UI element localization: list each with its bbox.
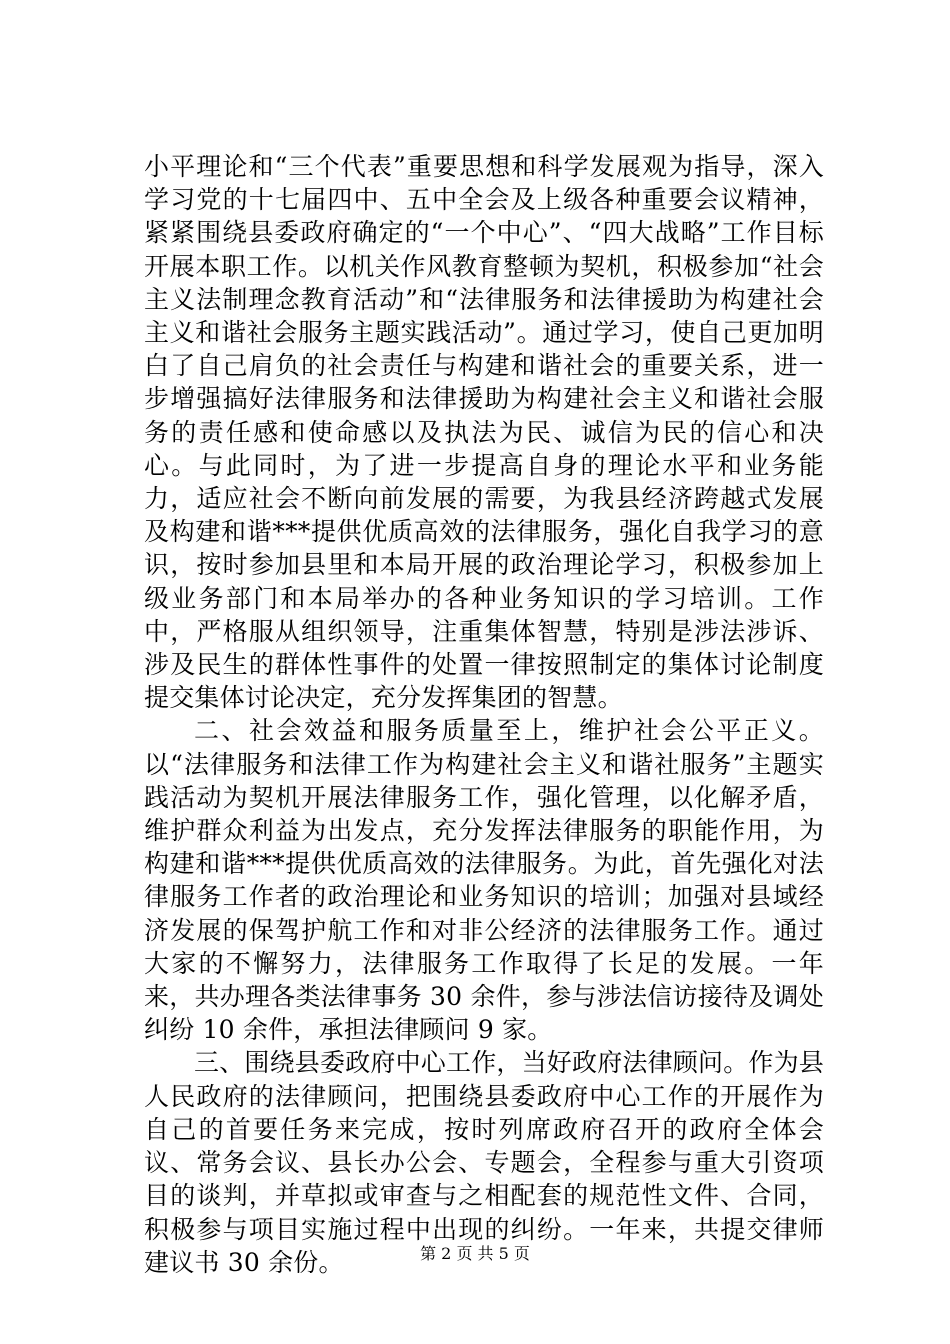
document-body bbox=[144, 150, 824, 1279]
page-number-footer: 第 2 页 共 5 页 bbox=[420, 1244, 530, 1263]
paragraph-section-two: 二、社会效益和服务质量至上，维护社会公平正义。以“法律服务和法律工作为构建社会主义和谐社服务”主题实践活动为契机开展法律服务工作，强化管理，以化解矛盾，维护群众利益为出发点，充分发挥法律服务的职能作用，为构建和谐***提供优质高效的法律服务。为此，首先强化对法律服务工作者的政治理论和业务知识的培训；加强对县域经济发展的保驾护航工作和对非公经济的法律服务工作。通过大家的不懈努力，法律服务工作取得了长足的发展。一年来，共办理各类法律事务 30 余件，参与涉法信访接待及调处纠纷 10 余件，承担法律顾问 9 家。 bbox=[144, 716, 824, 1045]
paragraph-continuation: 小平理论和“三个代表”重要思想和科学发展观为指导，深入学习党的十七届四中、五中全会及上级各种重要会议精神，紧紧围绕县委政府确定的“一个中心”、“四大战略”工作目标开展本职工作。以机关作风教育整顿为契机，积极参加“社会主义法制理念教育活动”和“法律服务和法律援助为构建社会主义和谐社会服务主题实践活动”。通过学习，使自己更加明白了自己肩负的社会责任与构建和谐社会的重要关系，进一步增强搞好法律服务和法律援助为构建社会主义和谐社会服务的责任感和使命感以及执法为民、诚信为民的信心和决心。与此同时，为了进一步提高自身的理论水平和业务能力，适应社会不断向前发展的需要，为我县经济跨越式发展及构建和谐***提供优质高效的法律服务，强化自我学习的意识，按时参加县里和本局开展的政治理论学习，积极参加上级业务部门和本局举办的各种业务知识的学习培训。工作中，严格服从组织领导，注重集体智慧，特别是涉法涉诉、涉及民生的群体性事件的处置一律按照制定的集体讨论制度提交集体讨论决定，充分发挥集团的智慧。 bbox=[144, 152, 824, 713]
paragraph-section-three: 三、围绕县委政府中心工作，当好政府法律顾问。作为县人民政府的法律顾问，把围绕县委政府中心工作的开展作为自己的首要任务来完成，按时列席政府召开的政府全体会议、常务会议、县长办公会、专题会，全程参与重大引资项目的谈判，并草拟或审查与之相配套的规范性文件、合同，积极参与项目实施过程中出现的纠纷。一年来，共提交律师建议书 30 余份。 bbox=[144, 1048, 825, 1277]
